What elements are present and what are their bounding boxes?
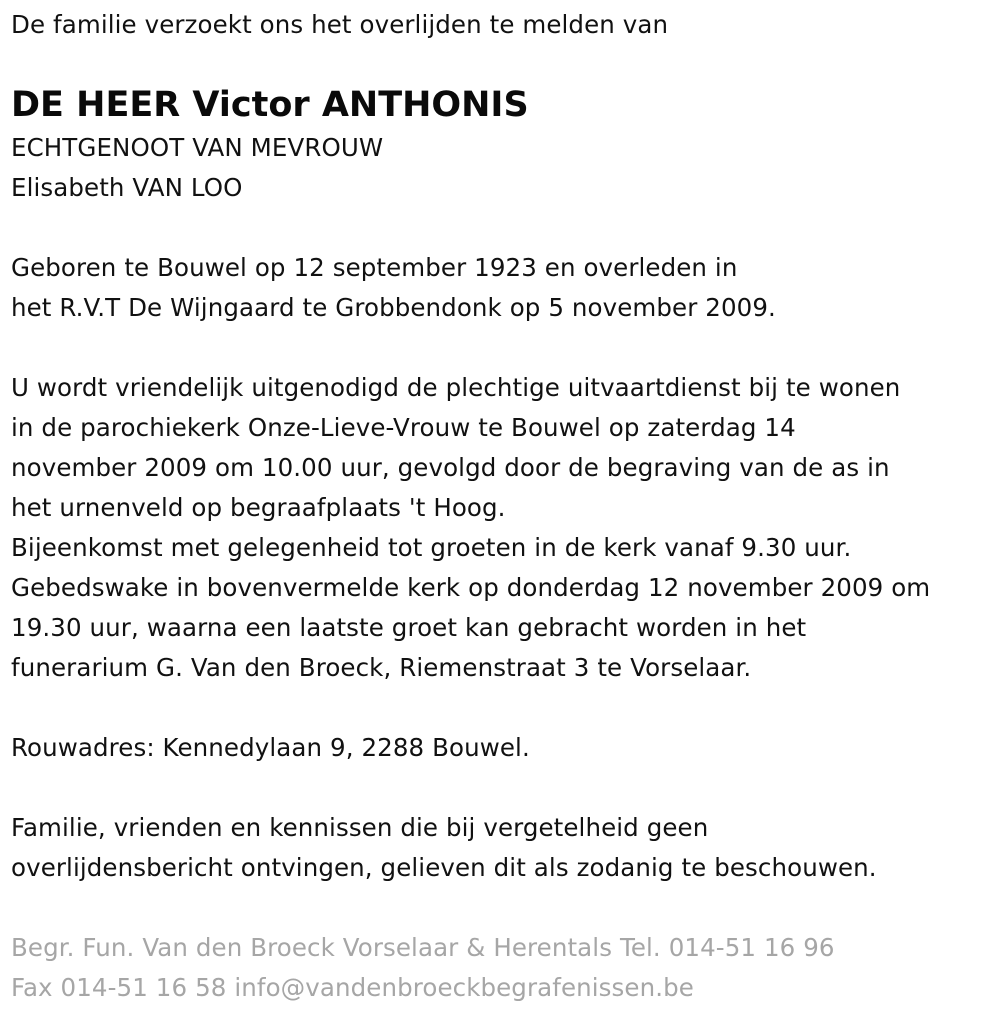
spouse-line: ECHTGENOOT VAN MEVROUW	[11, 133, 384, 162]
closing-paragraph	[11, 808, 996, 888]
ceremony-paragraph	[11, 368, 996, 688]
spacer	[11, 688, 996, 728]
paragraph-line: Gebedswake in bovenvermelde kerk op donderdag 12 november 2009 om	[11, 573, 931, 602]
paragraph-line: november 2009 om 10.00 uur, gevolgd door de begraving van de as in	[11, 453, 890, 482]
birth-death-paragraph	[11, 248, 996, 328]
death-notice	[11, 0, 996, 1008]
spacer	[11, 208, 996, 248]
spacer	[11, 888, 996, 928]
intro-text: De familie verzoekt ons het overlijden te melden van	[11, 10, 669, 39]
spouse-line: Elisabeth VAN LOO	[11, 173, 243, 202]
paragraph-line: 19.30 uur, waarna een laatste groet kan gebracht worden in het	[11, 613, 807, 642]
paragraph-line: Bijeenkomst met gelegenheid tot groeten in de kerk vanaf 9.30 uur.	[11, 533, 852, 562]
paragraph-line: het R.V.T De Wijngaard te Grobbendonk op 5 november 2009.	[11, 293, 776, 322]
paragraph-line: Geboren te Bouwel op 12 september 1923 en overleden in	[11, 253, 738, 282]
paragraph-line: overlijdensbericht ontvingen, gelieven dit als zodanig te beschouwen.	[11, 853, 877, 882]
funeral-director-footer	[11, 928, 996, 1008]
deceased-name: DE HEER Victor ANTHONIS	[11, 85, 529, 125]
paragraph-line: in de parochiekerk Onze-Lieve-Vrouw te Bouwel op zaterdag 14	[11, 413, 796, 442]
mourning-address: Rouwadres: Kennedylaan 9, 2288 Bouwel.	[11, 733, 530, 762]
footer-line: Begr. Fun. Van den Broeck Vorselaar & Herentals Tel. 014-51 16 96	[11, 933, 835, 962]
footer-line: Fax 014-51 16 58 info@vandenbroeckbegrafenissen.be	[11, 973, 694, 1002]
spacer	[11, 328, 996, 368]
paragraph-line: U wordt vriendelijk uitgenodigd de plechtige uitvaartdienst bij te wonen	[11, 373, 901, 402]
spouse-block	[11, 128, 996, 208]
paragraph-line: het urnenveld op begraafplaats 't Hoog.	[11, 493, 506, 522]
paragraph-line: funerarium G. Van den Broeck, Riemenstraat 3 te Vorselaar.	[11, 653, 752, 682]
spacer	[11, 768, 996, 808]
paragraph-line: Familie, vrienden en kennissen die bij vergetelheid geen	[11, 813, 709, 842]
